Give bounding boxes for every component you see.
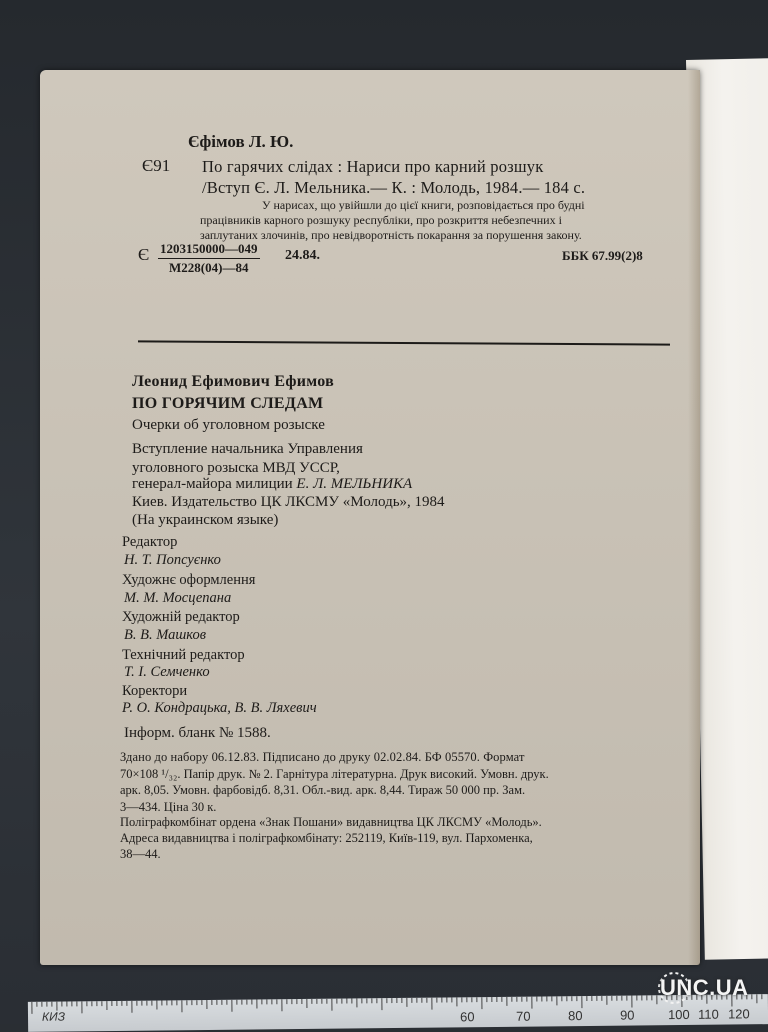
ru-intro-3	[132, 476, 412, 493]
card-annotation-2: працівників карного розшуку республіки, про розкриття небезпечних і	[200, 213, 562, 228]
card-fraction	[158, 240, 260, 277]
card-author: Єфімов Л. Ю.	[188, 132, 293, 152]
bbk-code: ББК 67.99(2)8	[562, 248, 643, 264]
book-page	[40, 70, 700, 965]
watermark-text: UNC.UA	[660, 975, 749, 1001]
credit-role-4: Технічний редактор	[122, 647, 245, 664]
ru-subtitle: Очерки об уголовном розыске	[132, 417, 325, 434]
ruler-number-100: 100	[668, 1007, 690, 1022]
ru-language: (На украинском языке)	[132, 512, 278, 529]
ruler-number-70: 70	[516, 1009, 531, 1024]
ru-intro-3-name: Е. Л. МЕЛЬНИКА	[296, 476, 412, 492]
ru-publisher: Киев. Издательство ЦК ЛКСМУ «Молодь», 1984	[132, 494, 445, 511]
ru-author: Леонид Ефимович Ефимов	[132, 373, 334, 391]
credit-name-4: Т. І. Семченко	[124, 664, 210, 681]
fraction-tail: 24.84.	[285, 248, 320, 264]
credit-name-1: Н. Т. Попсуєнко	[124, 552, 221, 569]
credit-role-2: Художнє оформлення	[122, 572, 255, 589]
imprint-line-2: 70×108 ¹/₃₂. Папір друк. № 2. Гарнітура літературна. Друк високий. Умовн. друк.	[120, 767, 549, 782]
credit-role-5: Коректори	[122, 683, 187, 700]
ruler-number-60: 60	[460, 1009, 475, 1024]
inform-blank: Інформ. бланк № 1588.	[124, 725, 271, 742]
imprint-line-5: Поліграфкомбінат ордена «Знак Пошани» видавництва ЦК ЛКСМУ «Молодь».	[120, 815, 542, 830]
imprint-line-7: 38—44.	[120, 847, 161, 862]
card-e-mark: Є	[138, 245, 149, 265]
credit-name-3: В. В. Машков	[124, 627, 206, 644]
fraction-bottom: М228(04)—84	[158, 259, 260, 277]
ruler-number-80: 80	[568, 1008, 583, 1023]
credit-name-2: М. М. Мосцепана	[124, 590, 231, 607]
card-annotation-3: заплутаних злочинів, про невідворотність покарання за порушення закону.	[200, 228, 582, 243]
ruler-brand: КИЗ	[42, 1009, 65, 1023]
imprint-line-3: арк. 8,05. Умовн. фарбовідб. 8,31. Обл.-вид. арк. 8,44. Тираж 50 000 пр. Зам.	[120, 783, 525, 798]
ru-intro-3-prefix: генерал-майора милиции	[132, 476, 296, 492]
card-publication-line: /Вступ Є. Л. Мельника.— К. : Молодь, 1984.— 184 с.	[202, 178, 585, 198]
imprint-line-6: Адреса видавництва і поліграфкомбінату: 252119, Київ-119, вул. Пархоменка,	[120, 831, 533, 846]
ru-title: ПО ГОРЯЧИМ СЛЕДАМ	[132, 395, 323, 413]
card-title-line: По гарячих слідах : Нариси про карний розшук	[202, 157, 543, 177]
credit-name-5: Р. О. Кондрацька, В. В. Ляхевич	[122, 700, 317, 717]
imprint-line-1: Здано до набору 06.12.83. Підписано до друку 02.02.84. БФ 05570. Формат	[120, 750, 525, 765]
separator-rule	[138, 340, 670, 345]
card-code: Є91	[142, 156, 170, 176]
fraction-top: 1203150000—049	[158, 240, 260, 259]
credit-role-3: Художній редактор	[122, 609, 240, 626]
ru-intro-2: уголовного розыска МВД УССР,	[132, 460, 340, 477]
imprint-line-4: 3—434. Ціна 30 к.	[120, 800, 216, 815]
ruler-number-110: 110	[698, 1007, 719, 1022]
ru-intro-1: Вступление начальника Управления	[132, 441, 363, 458]
card-annotation-1: У нарисах, що увійшли до цієї книги, розповідається про будні	[262, 198, 585, 213]
credit-role-1: Редактор	[122, 534, 177, 551]
ruler-number-120: 120	[728, 1006, 750, 1021]
ruler-number-90: 90	[620, 1008, 635, 1023]
